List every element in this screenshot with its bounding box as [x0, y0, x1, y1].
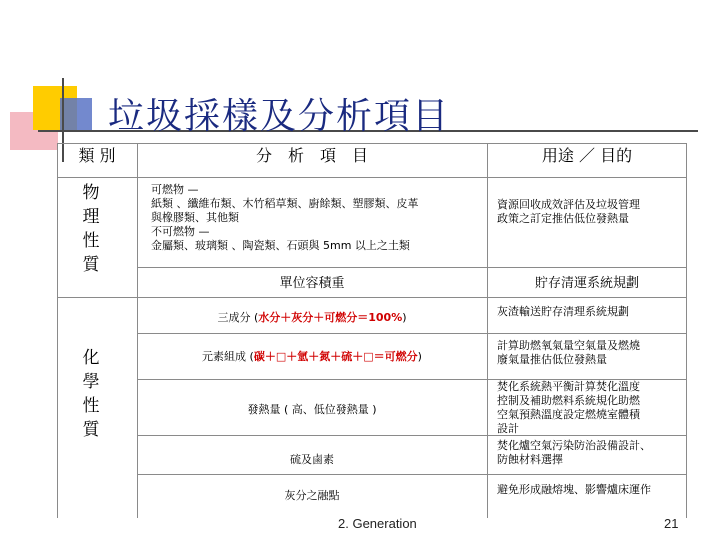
category-char: 化	[82, 348, 100, 368]
item-line: 與橡膠類、其他類	[151, 211, 239, 224]
category-char: 質	[82, 255, 100, 275]
elem-formula: 碳＋□＋氫＋氮＋硫＋□＝可燃分	[253, 350, 418, 363]
category-char: 性	[82, 396, 100, 416]
category-chemical	[79, 346, 103, 442]
physical-items-purpose	[497, 198, 683, 226]
item-line: 不可燃物 —	[151, 225, 210, 238]
purpose-line: 防蝕材料選擇	[497, 453, 563, 466]
item-line: 紙類 、纖維布類、木竹稻草類、廚餘類、塑膠類、皮革	[151, 197, 419, 210]
purpose-line: 資源回收成效評估及垃圾管理	[497, 198, 640, 211]
physical-chemical-rule	[57, 297, 687, 298]
item-line: 可燃物 —	[151, 183, 199, 196]
three-suffix: )	[402, 311, 407, 324]
purpose-line: 空氣預熱溫度設定燃燒室體積	[497, 408, 640, 421]
header-category: 類 別	[78, 146, 116, 165]
footer-section: 2. Generation	[338, 516, 417, 531]
category-char: 物	[82, 183, 100, 203]
heat-value-purpose	[497, 380, 683, 436]
volume-item: 單位容積重	[279, 276, 345, 291]
category-char: 學	[82, 372, 100, 392]
column-rule	[487, 143, 488, 518]
row-rule	[137, 267, 687, 268]
page-number: 21	[664, 516, 679, 531]
purpose-line: 廢氣量推估低位發熱量	[497, 353, 607, 366]
elements-purpose	[497, 339, 683, 367]
row-rule	[137, 474, 687, 475]
row-rule	[137, 333, 687, 334]
table-header-rule	[57, 177, 687, 178]
category-char: 質	[82, 420, 100, 440]
purpose-line: 焚化爐空氣污染防治設備設計、	[497, 439, 651, 452]
volume-purpose: 貯存清運系統規劃	[534, 276, 639, 291]
ash-purpose: 避免形成融熔塊、影響爐床運作	[497, 483, 651, 496]
purpose-line: 計算助燃氧氣量空氣量及燃燒	[497, 339, 640, 352]
sulfur-purpose	[497, 439, 683, 467]
table-border-right	[686, 143, 687, 518]
ash-item: 灰分之融點	[284, 489, 340, 502]
analysis-table	[57, 143, 687, 518]
table-border-top	[57, 143, 687, 144]
category-char: 性	[82, 231, 100, 251]
header-purpose: 用途 ／ 目的	[541, 146, 633, 165]
three-formula: 水分＋灰分＋可燃分＝100%	[258, 311, 403, 324]
three-components-purpose: 灰渣輸送貯存清理系統規劃	[497, 305, 629, 318]
category-char: 理	[82, 207, 100, 227]
elem-suffix: )	[417, 350, 422, 363]
slide-title: 垃圾採樣及分析項目	[108, 96, 451, 137]
purpose-line: 設計	[497, 422, 519, 435]
item-line: 金屬類、玻璃類 、陶瓷類、石頭與 5mm 以上之土類	[151, 239, 410, 252]
header-item: 分 析 項 目	[255, 146, 368, 165]
heat-value-item: 發熱量 ( 高、低位發熱量 )	[247, 403, 377, 416]
physical-items	[151, 183, 485, 253]
table-border-left	[57, 143, 58, 518]
purpose-line: 焚化系統熱平衡計算焚化溫度	[497, 380, 640, 393]
column-rule	[137, 143, 138, 518]
purpose-line: 政策之訂定推估低位發熱量	[497, 212, 629, 225]
decorative-blue-square	[60, 98, 92, 130]
elem-prefix: 元素組成 (	[202, 350, 254, 363]
three-components-item	[139, 311, 485, 325]
elements-item	[139, 350, 485, 364]
three-prefix: 三成分 (	[217, 311, 259, 324]
purpose-line: 控制及補助燃料系統規化助燃	[497, 394, 640, 407]
sulfur-item: 硫及鹵素	[290, 453, 334, 466]
category-physical	[79, 181, 103, 277]
